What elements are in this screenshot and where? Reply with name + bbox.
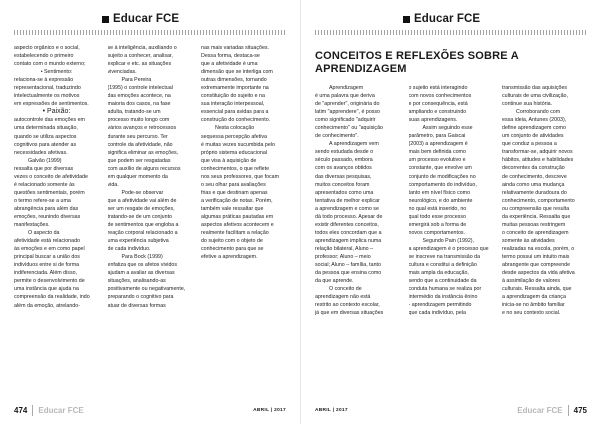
text-line: que a afetividade é uma [201, 61, 258, 68]
text-line: e no seu contexto social. [502, 310, 561, 317]
text-line: a aprendizagem da criança [502, 294, 566, 301]
text-line: manifestações. [14, 222, 50, 229]
text-line: latim "apprendere", é posso [315, 109, 381, 116]
text-line: conhecimento" ou "aquisição [315, 125, 383, 132]
text-line: se à inteligência, auxiliando o [107, 45, 177, 51]
page-number: 475 [573, 405, 587, 415]
text-line: indiferenciada. Além disso, [14, 270, 78, 277]
text-line: permite o desenvolvimento de [14, 278, 85, 285]
text-line: hábitos, atitudes e habilidades [502, 157, 574, 164]
text-line: ser um resgate de emoções, [107, 205, 175, 212]
text-line: reação corporal relacionado a [107, 230, 178, 237]
text-line: além da emoção, atrelando- [14, 302, 80, 309]
text-line: compreensão da realidade, indo [14, 294, 90, 301]
text-line: culturais de uma civilização, [502, 93, 568, 100]
left-col-2 [108, 44, 193, 310]
text-line: comportamento do indivíduo, [408, 181, 477, 188]
text-line: O conceito de [329, 286, 362, 293]
text-line: durante seu percurso. Ter [107, 133, 168, 140]
text-line: restrito ao contexto escolar, [315, 302, 380, 309]
text-line: Nesta colocação [215, 125, 255, 132]
text-line: somente às atividades [502, 237, 555, 244]
text-line: sendo que a continuidade da [408, 278, 477, 285]
text-line: construção do conhecimento. [201, 117, 271, 124]
text-line: dimensão que se interliga com [201, 69, 273, 76]
text-line: nos seus professores, que focam [201, 173, 280, 180]
text-line: a verificação de notas. Porém, [201, 197, 273, 204]
text-line: já que em diversas situações [315, 310, 384, 317]
text-line: que visa à aquisição de [201, 157, 257, 164]
right-col-2 [409, 84, 494, 317]
text-line: constante, que envolve um [408, 165, 472, 172]
text-line: cognitivos para atender as [14, 141, 77, 148]
text-line: Galvão (1999) [28, 157, 62, 164]
text-line: mais ampla da educação, [408, 270, 469, 277]
text-line: situações, analisando-as [107, 278, 166, 285]
footer-brand: Educar FCE [38, 405, 84, 415]
text-line: ampliando e construindo [408, 109, 467, 116]
text-line: abrangente que compreende [502, 262, 571, 269]
text-line: inicia-se no âmbito familiar [502, 302, 565, 309]
text-line: enfatiza que os afetos vividos [107, 262, 177, 269]
text-line: a aprendizagem e como se [315, 205, 379, 212]
text-line: positivamente ou negativamente, [107, 286, 186, 293]
right-page [300, 0, 600, 424]
text-line: em expressões de sentimentos. [14, 101, 89, 108]
text-line: define aprendizagem como [502, 125, 566, 132]
text-line: no qual está inserido, no [408, 205, 467, 212]
text-line: que a afetividade vai além de [107, 197, 177, 204]
text-line: A aprendizagem vem [329, 141, 379, 148]
text-line: intelectualmente os motivos [14, 93, 80, 100]
text-line: social; Aluno – família, tanto [315, 262, 381, 269]
text-line: o conceito de aprendizagem [502, 229, 569, 236]
text-line: que podem ser resgatadas [107, 157, 171, 164]
text-line: novos comportamentos. [408, 229, 466, 236]
left-col-1 [14, 44, 99, 310]
text-line: - aprendizagem permitindo [408, 302, 472, 309]
text-line: outras dimensões, tornando [201, 77, 267, 84]
text-line: qual todo esse processo [408, 213, 466, 220]
text-line: O aspecto da [28, 230, 60, 237]
text-line: próprio sistema educacional [201, 149, 267, 156]
text-line: efetive a aprendizagem. [201, 254, 258, 261]
text-line: Aprendizagem [329, 85, 364, 91]
text-line: emoções, reunindo diversas [14, 213, 81, 220]
text-line: com novos conhecimentos [408, 93, 472, 100]
footer-date: ABRIL | 2017 [253, 407, 286, 413]
text-line: estabelecendo o primeiro [14, 53, 74, 60]
text-line: também vale ressaltar que [201, 205, 264, 212]
right-header [403, 11, 480, 27]
text-line: relaciona-se à expressão [14, 77, 74, 84]
text-line: processo muito longo com [107, 117, 170, 124]
footer-date: ABRIL | 2017 [315, 407, 348, 413]
text-line: às emoções e em como papel [14, 246, 85, 253]
text-line: conjunto de modificações no [408, 173, 476, 180]
text-line: com auxílio de alguns recursos [107, 165, 181, 172]
text-line: a aprendizagem é o processo que [408, 245, 489, 252]
text-line: à assimilação de valores [502, 278, 560, 285]
text-line: continue sua história. [502, 101, 553, 108]
text-line: sua interação interpessoal, [201, 101, 265, 108]
text-line: Assim seguindo esse [422, 125, 473, 132]
text-line: desde aspectos da vida afetiva [502, 270, 575, 277]
right-columns [315, 84, 587, 317]
text-line: essa ideia, Antunes (2003), [502, 117, 567, 124]
text-line: de conhecimento, descreve [502, 173, 567, 180]
text-line: sujeito a conhecer, analisar, [107, 53, 173, 60]
text-line: Corroborando com [516, 109, 561, 116]
text-line: autocontrole das emoções em [14, 117, 85, 124]
square-bullet-icon [102, 16, 109, 23]
text-line: ainda como uma mudança [502, 181, 565, 188]
text-line: afetividade está relacionado [14, 238, 80, 245]
text-line: de sentimentos que engloba a [107, 222, 179, 229]
text-line: intermédio da instância ênino [408, 294, 478, 301]
text-line: é muitas vezes sucumbida pelo [201, 141, 275, 148]
text-line: uma determinada situação, [14, 125, 78, 132]
left-col-3 [201, 44, 286, 310]
text-line: essencial para avidas para a [201, 109, 269, 116]
text-line: todos eles concordam que a [315, 229, 382, 236]
text-line: aprendizagem não está [315, 294, 371, 301]
text-line: tanto em nível físico como [408, 189, 471, 196]
text-line: em qualquer momento da [107, 173, 168, 180]
text-line: transmissão das aquisições [502, 85, 568, 91]
text-line: ajudam a avaliar as diversas [107, 270, 175, 277]
text-line: suas aprendizagens. [408, 117, 458, 124]
right-footer [315, 403, 587, 417]
text-line: Para Pereira [121, 77, 152, 84]
bullet-heading: • Sentimento: [40, 69, 73, 76]
text-line: das emoções acontece, na [107, 93, 171, 100]
text-line: constituição do sujeito e na [201, 93, 265, 100]
text-line: conhecimento para que se [201, 246, 264, 253]
text-line: representacional, traduzindo [14, 85, 81, 92]
text-line: ressalta que por diversas [14, 165, 74, 172]
text-line: controle da afetividade, não [107, 141, 173, 148]
text-line: vezes o conceito de afetividade [14, 173, 88, 180]
right-col-3 [502, 84, 587, 317]
text-line: professor; Aluno – meio [315, 253, 371, 260]
text-line: neurológico, e do ambiente [408, 197, 473, 204]
text-line: relação bilateral, Aluno – [315, 245, 374, 252]
text-line: se inscreve na transmissão da [408, 253, 481, 260]
text-line: conhecimento, comportamento [502, 197, 575, 204]
text-line: de conhecimento". [315, 133, 359, 140]
text-line: conhecimentos, o que reflete [201, 165, 270, 172]
text-line: relativamente duradoura do [502, 189, 567, 196]
text-line: conduta humana se realiza por [408, 286, 482, 293]
text-line: necessidades afetivas. [14, 149, 68, 156]
square-bullet-icon [403, 16, 410, 23]
text-line: mais bem definida como [408, 149, 466, 156]
text-line: vivenciadas. [107, 69, 137, 76]
text-line: muitos conceitos foram [315, 181, 370, 188]
text-line: como significado "adquirir [315, 117, 376, 124]
text-line: aspectos afetivos acontecem e [201, 222, 274, 229]
text-line: que conduz a pessoa a [502, 141, 557, 148]
text-line: uma instância que ajuda na [14, 286, 79, 293]
text-line: cultura e constitui a definição [408, 262, 477, 269]
text-line: dá todo processo. Apesar de [315, 213, 383, 220]
left-columns [14, 44, 286, 310]
text-line: tratando-se de um conjunto [107, 213, 172, 220]
text-line: Para Bock (1999) [121, 254, 163, 261]
text-line: o sujeito está interagindo [408, 85, 468, 91]
text-line: contato com o mundo externo; [14, 61, 86, 68]
text-line: o termo refere-se a uma [14, 197, 71, 204]
text-line: e por consequência, está [408, 101, 468, 108]
text-line: da pessoa que ensina como [315, 270, 382, 277]
magazine-title: Educar FCE [113, 13, 180, 25]
text-line: tentativa de melhor explicar [315, 197, 380, 204]
text-line: aprendizagem implica numa [315, 237, 382, 244]
text-line: de cada indivíduo. [107, 246, 151, 253]
text-line: vários avanços e retrocessos [107, 125, 177, 132]
text-line: do sujeito com o objeto de [201, 238, 263, 245]
text-line: realmente facilitam a relação [201, 230, 269, 237]
text-line: preparando o cognitivo para [107, 294, 174, 301]
article-title: CONCEITOS E REFLEXÕES SOBRE A APRENDIZAGEM [315, 50, 519, 75]
text-line: aspecto orgânico e o social, [14, 45, 80, 51]
text-line: século passado, embora [315, 157, 373, 164]
text-line: Segundo Pain (1992), [422, 237, 475, 244]
text-line: decorrentes da construção [502, 165, 565, 172]
text-line: adulta, tratando-se um [107, 109, 161, 116]
text-line: maioria dos casos, na fase [107, 101, 171, 108]
text-line: (2003) a aprendizagem é [408, 141, 468, 148]
text-line: Pode-se observar [121, 189, 164, 196]
text-line: parâmetro, para Gaiscai [408, 133, 466, 140]
text-line: existir diferentes conceitos, [315, 221, 379, 228]
left-header [102, 11, 179, 27]
text-line: culturais. Ressalta ainda, que [502, 286, 572, 293]
text-line: da experiência. Ressalta que [502, 213, 571, 220]
text-line: sendo estudada desde o [315, 149, 374, 156]
header-ornament [14, 30, 286, 35]
text-line: (1995) o controle intelectual [107, 85, 173, 92]
text-line: o seu olhar para avaliações [201, 181, 266, 188]
text-line: um conjunto de atividades [502, 133, 564, 140]
text-line: que cada indivíduo, pela [408, 310, 466, 317]
text-line: extremamente importante na [201, 85, 269, 92]
text-line: algumas práticas pautadas em [201, 213, 274, 220]
text-line: significa eliminar as emoções, [107, 149, 179, 156]
text-line: ou compreensão que resulta [502, 205, 570, 212]
magazine-title: Educar FCE [414, 13, 481, 25]
text-line: das diversas pesquisas, [315, 173, 372, 180]
page-number: 474 [14, 405, 28, 415]
text-line: nas mais variadas situações. [201, 45, 270, 51]
text-line: é uma palavra que deriva [315, 93, 375, 100]
text-line: vida. [107, 181, 119, 188]
text-line: apresentados como uma [315, 189, 374, 196]
footer-divider [32, 405, 33, 416]
text-line: atuar de diversas formas [107, 302, 166, 309]
text-line: abrangência para além das [14, 205, 79, 212]
text-line: indivíduos entre si de forma [14, 262, 80, 269]
text-line: com os avanços obtidos [315, 165, 372, 172]
footer-divider [568, 405, 569, 416]
text-line: uma experiência subjetiva [107, 238, 169, 245]
text-line: frias e que destinam apenas [201, 189, 268, 196]
text-line: Dessa forma, destaca-se [201, 53, 260, 60]
text-line: emergirá sob a forma de [408, 221, 467, 228]
text-line: principal buscar a união dos [14, 254, 80, 261]
text-line: realizadas na escola, porém, o [502, 245, 575, 252]
text-line: transformar-se, adquirir novos [502, 149, 573, 156]
footer-brand: Educar FCE [517, 405, 563, 415]
text-line: sequessa percepção afetiva [201, 133, 267, 140]
text-line: termo possui um intuito mais [502, 253, 570, 260]
left-footer [14, 403, 286, 417]
right-col-1 [315, 84, 400, 317]
text-line: é relacionado somente às [14, 181, 75, 188]
text-line: muitas pessoas restringem [502, 221, 566, 228]
text-line: explicar e etc. as situações [107, 61, 172, 68]
text-line: um processo evolutivo e [408, 157, 466, 164]
bullet-heading: • Paixão: [42, 108, 71, 116]
text-line: de "aprender", originária do [315, 101, 380, 108]
text-line: questões sentimentais, porém [14, 189, 85, 196]
text-line: quando se utiliza aspectos [14, 133, 77, 140]
header-ornament [315, 30, 587, 35]
text-line: da que aprende. [315, 278, 354, 285]
